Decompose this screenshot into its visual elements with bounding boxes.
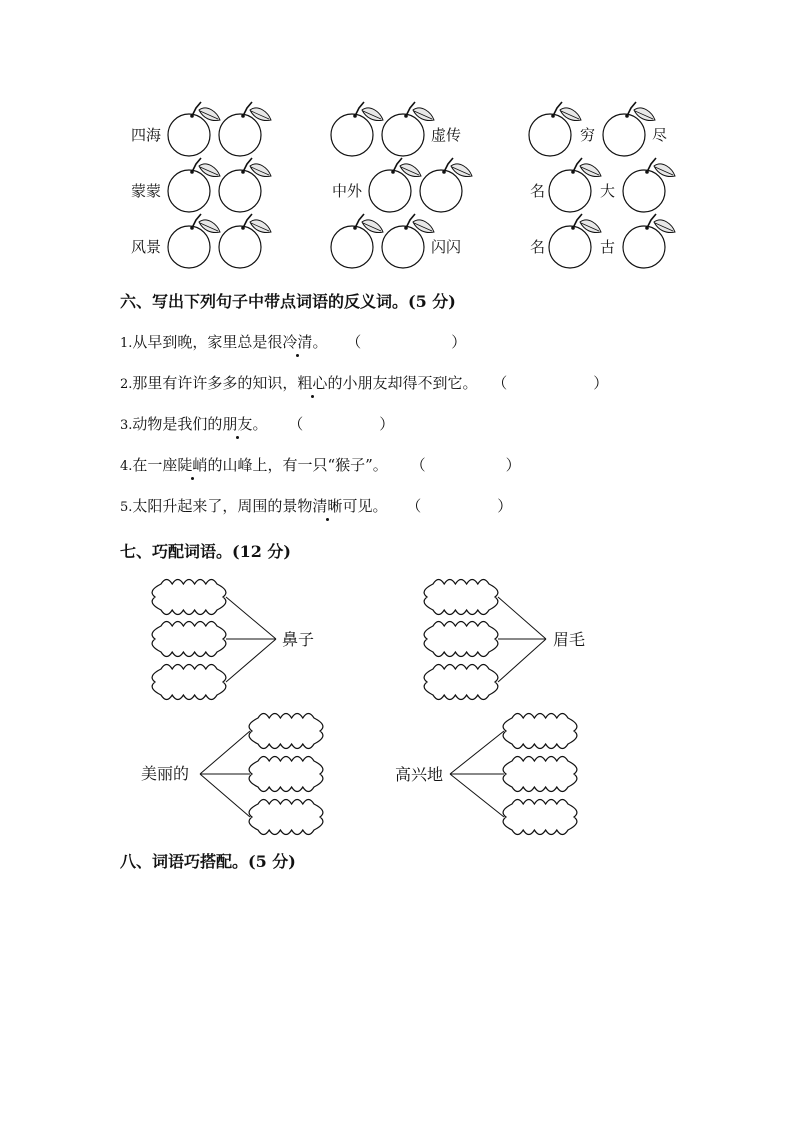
connector-line	[200, 731, 250, 774]
apple-label: 蒙蒙	[131, 182, 162, 200]
apple-label: 古	[600, 238, 616, 256]
apple-label: 名	[530, 182, 546, 200]
item-number: 4.	[120, 459, 133, 474]
cloud-answer-box[interactable]	[152, 622, 226, 657]
apple-label: 尽	[652, 126, 668, 144]
apple-icon[interactable]	[219, 158, 271, 212]
dotted-word: 冷清	[282, 333, 313, 351]
apple-icon[interactable]	[420, 158, 472, 212]
cloud-answer-box[interactable]	[152, 580, 226, 615]
connector-line	[498, 639, 546, 682]
apple-label: 名	[530, 238, 546, 256]
apple-icon[interactable]	[219, 102, 271, 156]
cloud-answer-box[interactable]	[503, 800, 577, 835]
label-happily: 高兴地	[395, 765, 444, 784]
apple-icon[interactable]	[529, 102, 581, 156]
connector-line	[450, 774, 504, 817]
apple-icon[interactable]	[219, 214, 271, 268]
label-eyebrow: 眉毛	[553, 630, 586, 649]
connector-line	[498, 597, 546, 639]
apple-label: 中外	[332, 182, 363, 200]
apple-icon[interactable]	[382, 214, 434, 268]
dotted-word: 陡峭	[177, 456, 208, 474]
label-nose: 鼻子	[282, 630, 315, 649]
apple-label: 虚传	[431, 126, 462, 144]
sentence-1: 1.从早到晚，家里总是很冷清。 （ ）	[120, 333, 467, 351]
sentence-3: 3.动物是我们的朋友。 （ ）	[120, 415, 395, 433]
sentence-4: 4.在一座陡峭的山峰上，有一只“猴子”。 （ ）	[120, 456, 521, 474]
section-7-heading: 七、巧配词语。(12 分)	[120, 542, 291, 561]
item-number: 2.	[120, 377, 133, 392]
apple-label: 大	[600, 182, 616, 200]
apple-icon[interactable]	[168, 214, 220, 268]
dotted-word: 清晰	[312, 497, 343, 515]
item-number: 5.	[120, 500, 133, 515]
apple-label: 穷	[580, 126, 596, 144]
apple-label: 风景	[131, 238, 162, 256]
apple-icon[interactable]	[549, 158, 601, 212]
apple-icon[interactable]	[331, 102, 383, 156]
section-6-heading: 六、写出下列句子中带点词语的反义词。(5 分)	[120, 292, 456, 311]
apple-label: 闪闪	[431, 238, 462, 256]
cloud-answer-box[interactable]	[503, 757, 577, 792]
cloud-answer-box[interactable]	[152, 665, 226, 700]
connector-line	[450, 731, 504, 774]
cloud-answer-box[interactable]	[424, 622, 498, 657]
apple-icon[interactable]	[168, 102, 220, 156]
sentence-5: 5.太阳升起来了，周围的景物清晰可见。 （ ）	[120, 497, 513, 515]
cloud-answer-box[interactable]	[424, 665, 498, 700]
connector-line	[226, 639, 276, 682]
item-number: 3.	[120, 418, 133, 433]
dotted-word: 粗心	[297, 374, 328, 392]
apple-icon[interactable]	[168, 158, 220, 212]
apple-icon[interactable]	[623, 158, 675, 212]
connector-line	[226, 597, 276, 639]
apple-label: 四海	[131, 126, 162, 144]
item-number: 1.	[120, 336, 133, 351]
label-beautiful: 美丽的	[141, 764, 190, 783]
apple-icon[interactable]	[331, 214, 383, 268]
apple-icon[interactable]	[623, 214, 675, 268]
connector-line	[200, 774, 250, 817]
sentence-2: 2.那里有许许多多的知识，粗心的小朋友却得不到它。 （ ）	[120, 374, 609, 392]
cloud-answer-box[interactable]	[249, 714, 323, 749]
cloud-answer-box[interactable]	[249, 757, 323, 792]
dotted-word: 朋友	[222, 415, 253, 433]
cloud-answer-box[interactable]	[503, 714, 577, 749]
cloud-answer-box[interactable]	[424, 580, 498, 615]
apple-icon[interactable]	[382, 102, 434, 156]
apple-icon[interactable]	[369, 158, 421, 212]
section-8-heading: 八、词语巧搭配。(5 分)	[120, 852, 296, 871]
cloud-answer-box[interactable]	[249, 800, 323, 835]
apple-graphics	[0, 0, 794, 290]
apple-icon[interactable]	[549, 214, 601, 268]
apple-icon[interactable]	[603, 102, 655, 156]
